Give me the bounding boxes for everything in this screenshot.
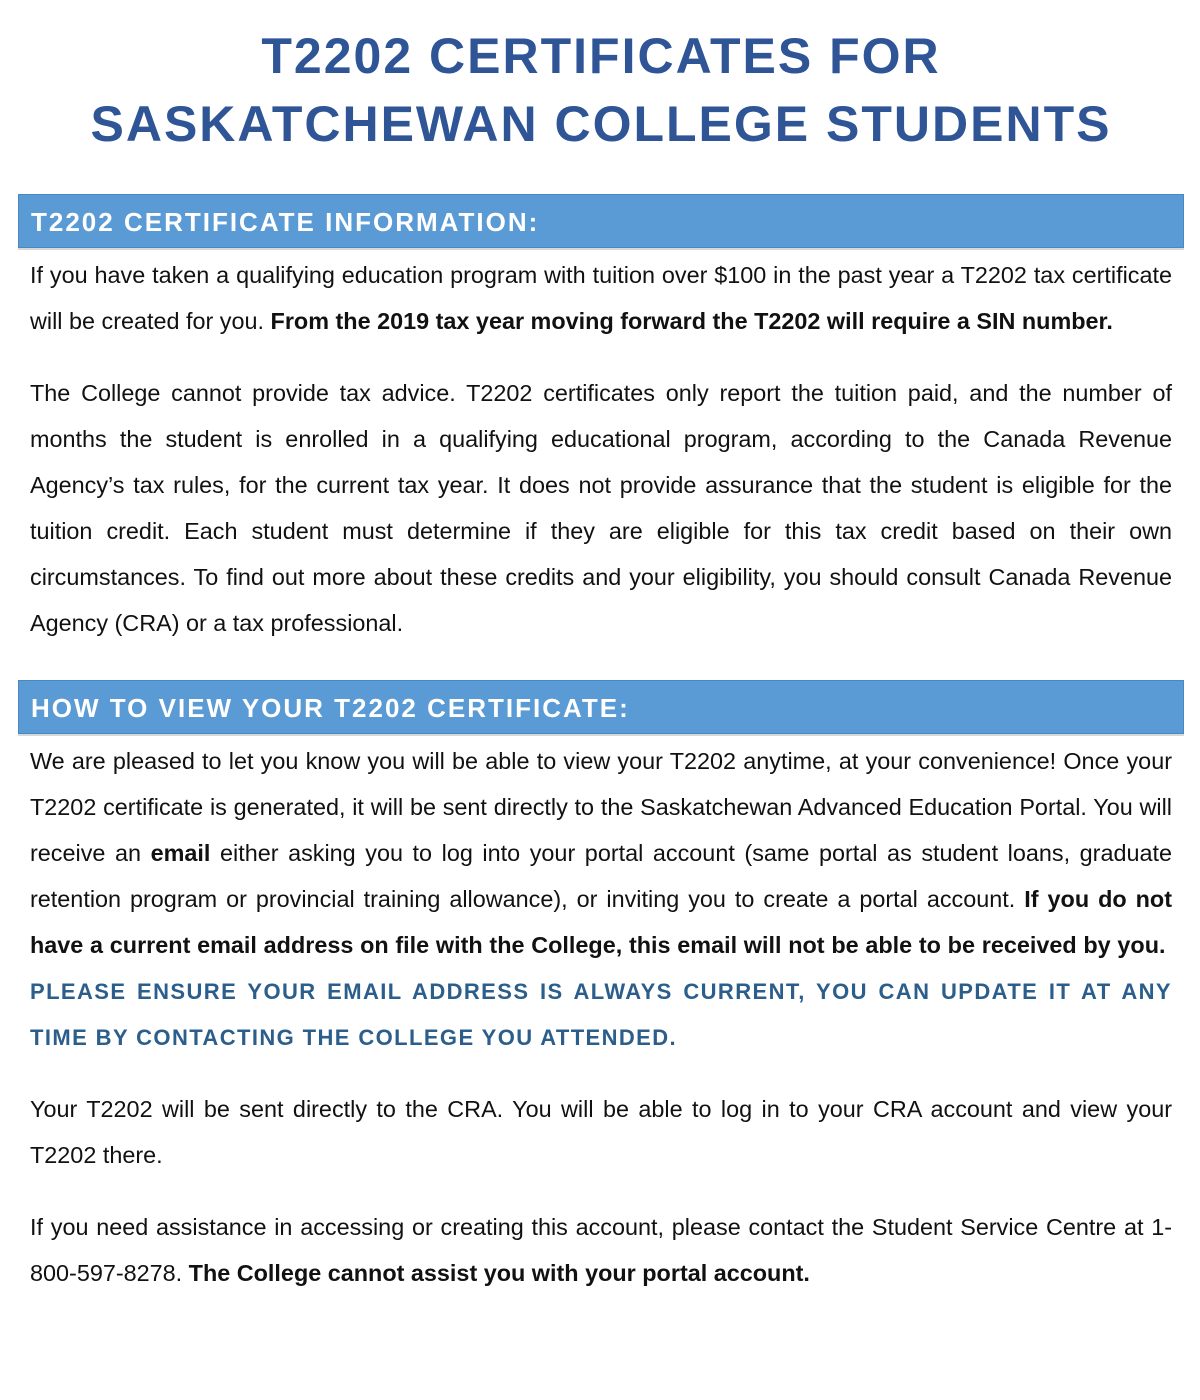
sin-requirement-notice: From the 2019 tax year moving forward the T2202 will require a SIN number. — [270, 308, 1113, 334]
page-title — [30, 0, 1172, 158]
paragraph-text: We are pleased to let you know you will be able to view your T2202 anytime, at your convenience! Once your T2202 certificate is generated, it will be sent directly to the Saskatchewan Advanced Education Portal. You will receive an — [30, 748, 1172, 866]
paragraph-portal-access — [30, 738, 1172, 1060]
paragraph-text: either asking you to log into your portal account (same portal as student loans, graduate retention program or provincial training allowance), or inviting you to create a portal account. — [30, 840, 1172, 912]
paragraph-tax-advice: The College cannot provide tax advice. T2202 certificates only report the tuition paid, and the number of months the student is enrolled in a qualifying educational program, according to the Canada Revenue Agency’s tax rules, for the current tax year. It does not provide assurance that the student is eligible for the tuition credit. Each student must determine if they are eligible for this tax credit based on their own circumstances. To find out more about these credits and your eligibility, you should consult Canada Revenue Agency (CRA) or a tax professional. — [30, 380, 1172, 636]
page-title-line-1: T2202 CERTIFICATES FOR — [261, 28, 941, 84]
section-header-certificate-information: T2202 CERTIFICATE INFORMATION: — [18, 194, 1184, 248]
email-warning: If you do not have a current email address on file with the College, this email will not be able to be received by you. — [30, 886, 1172, 958]
email-update-notice: PLEASE ENSURE YOUR EMAIL ADDRESS IS ALWAYS CURRENT, YOU CAN UPDATE IT AT ANY TIME BY CONTACTING THE COLLEGE YOU ATTENDED. — [30, 979, 1172, 1050]
paragraph-text: If you need assistance in accessing or creating this account, please contact the Student Service Centre at 1-800-597-8278. — [30, 1214, 1172, 1286]
page-title-line-2: SASKATCHEWAN COLLEGE STUDENTS — [90, 96, 1112, 152]
paragraph-cra-account: Your T2202 will be sent directly to the CRA. You will be able to log in to your CRA account and view your T2202 there. — [30, 1096, 1172, 1168]
paragraph-assistance — [30, 1204, 1172, 1296]
email-keyword: email — [150, 840, 211, 866]
paragraph-qualifying-program — [30, 252, 1172, 344]
portal-assistance-notice: The College cannot assist you with your portal account. — [188, 1260, 810, 1286]
paragraph-text: If you have taken a qualifying education program with tuition over $100 in the past year a T2202 tax certificate will be created for you. — [30, 262, 1172, 334]
section-header-how-to-view: HOW TO VIEW YOUR T2202 CERTIFICATE: — [18, 680, 1184, 734]
